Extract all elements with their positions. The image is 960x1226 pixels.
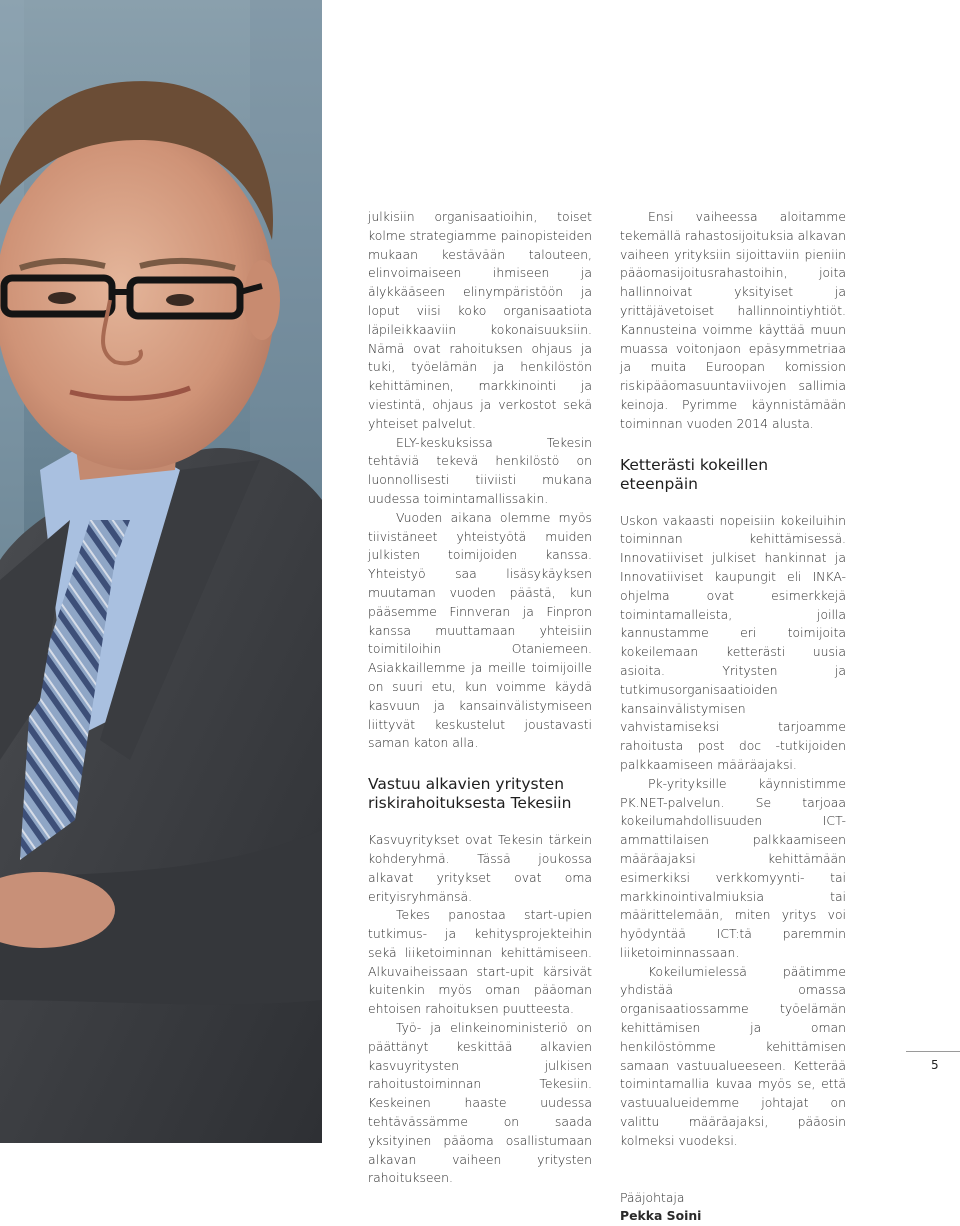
signature-title: Pääjohtaja xyxy=(620,1189,685,1205)
section-heading: Vastuu alkavien yritysten riskirahoituksesta Tekesiin xyxy=(368,775,572,813)
section-heading: Ketterästi kokeillen eteenpäin xyxy=(620,455,769,493)
signature-name: Pekka Soini xyxy=(620,1208,702,1224)
paragraph: Kokeilumielessä päätimme yhdistää omassa organisaatiossamme työelämän kehittämisen ja oman henkilöstömme kehittämisen samaan vastuualueeseen. Ketterää toimintamallia kuvaa myös se, että vastuualueidemme johtajat on valittu määräajaksi, pääosin kolmeksi vuodeksi. xyxy=(620,963,846,1148)
text-column-right xyxy=(620,208,846,1226)
paragraph: Uskon vakaasti nopeisiin kokeiluihin toiminnan kehittämisessä. Innovatiiviset julkiset hankinnat ja Innovatiiviset kaupungit eli INKA-ohjelma ovat esimerkkejä toimintamalleista, joilla kannustamme eri toimijoita kokeilemaan ketterästi uusia asioita. Yritysten ja tutkimusorganisaatioiden kansainvälistymisen vahvistamiseksi tarjoamme rahoitusta post doc -tutkijoiden palkkaamiseen määräajaksi. xyxy=(620,512,846,772)
page-number: 5 xyxy=(931,1058,939,1072)
paragraph: Tekes panostaa start-upien tutkimus- ja kehitysprojekteihin sekä liiketoiminnan kehittämiseen. Alkuvaiheissaan start-upit kärsivät kuitenkin myös oman pääoman ehtoisen rahoituksen puutteesta. xyxy=(368,907,592,1017)
paragraph: ELY-keskuksissa Tekesin tehtäviä tekevä henkilöstö on luonnollisesti tiiviisti mukana uudessa toimintamallissakin. xyxy=(368,434,592,506)
text-column-left xyxy=(368,208,592,1188)
paragraph: Kasvuyritykset ovat Tekesin tärkein kohderyhmä. Tässä joukossa alkavat yritykset ovat oma erityisryhmänsä. xyxy=(368,832,592,904)
paragraph: Pk-yrityksille käynnistimme PK.NET-palvelun. Se tarjoaa kokeilumahdollisuuden ICT-ammattilaisen palkkaamiseen määräajaksi kehittämään esimerkiksi verkkomyynti- tai markkinointivalmiuksia tai määrittelemään, miten yritys voi hyödyntää ICT:tä paremmin liiketoiminnassaan. xyxy=(620,775,846,960)
portrait-illustration xyxy=(0,0,322,1143)
paragraph: julkisiin organisaatioihin, toiset kolme strategiamme painopisteiden mukaan kestävään talouteen, elinvoimaiseen ihmiseen ja älykkääseen elinympäristöön ja loput viisi koko organisaatiota läpileikkaaviin kokonaisuuksiin. Nämä ovat rahoituksen ohjaus ja tuki, työelämän ja henkilöstön kehittäminen, markkinointi ja viestintä, ohjaus ja verkostot sekä yhteiset palvelut. xyxy=(368,209,592,431)
footer-rule xyxy=(906,1051,960,1052)
paragraph: Vuoden aikana olemme myös tiivistäneet yhteistyötä muiden julkisten toimijoiden kanssa. Yhteistyö saa lisäsykäyksen muutaman vuoden päästä, kun pääsemme Finnveran ja Finpron kanssa muuttamaan yhteisiin toimitiloihin Otaniemeen. Asiakkaillemme ja meille toimijoille on suuri etu, kun voimme käydä kasvuun ja kansainvälistymiseen liittyvät keskustelut joustavasti saman katon alla. xyxy=(368,509,592,751)
paragraph: Ensi vaiheessa aloitamme tekemällä rahastosijoituksia alkavan vaiheen yrityksiin sijoittaviin pieniin pääomasijoitusrahastoihin, joita hallinnoivat yksityiset ja yrittäjävetoiset hallinnointiyhtiöt. Kannusteina voimme käyttää muun muassa voitonjaon epäsymmetriaa ja muita Euroopan komission riskipääomasuuntaviivojen sallimia keinoja. Pyrimme käynnistämään toiminnan vuoden 2014 alusta. xyxy=(620,209,846,431)
paragraph: Työ- ja elinkeinoministeriö on päättänyt keskittää alkavien kasvuyritysten julkisen rahoitustoiminnan Tekesiin. Keskeinen haaste uudessa tehtävässämme on saada yksityinen pääoma osallistumaan alkavan vaiheen yritysten rahoitukseen. xyxy=(368,1020,592,1186)
portrait-photo xyxy=(0,0,322,1143)
